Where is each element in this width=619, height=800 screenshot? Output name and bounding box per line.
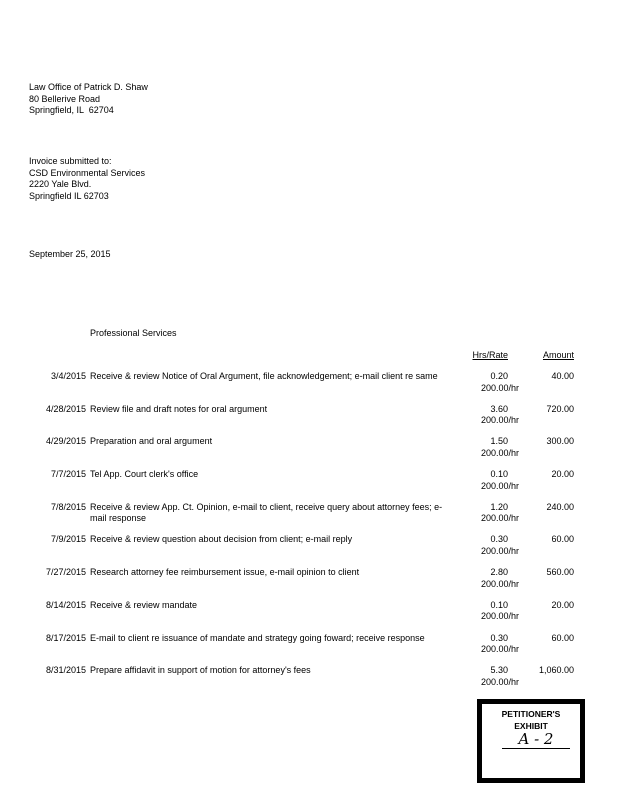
section-title: Professional Services [90, 328, 177, 338]
entry-amount: 20.00 [551, 599, 574, 610]
entry-date: 4/28/2015 [45, 403, 86, 414]
service-entry [0, 665, 619, 698]
entry-hours: 0.30 [490, 632, 508, 643]
exhibit-stamp-inner [482, 704, 580, 778]
entry-hours: 0.20 [490, 371, 508, 381]
entry-date: 8/14/2015 [45, 599, 86, 610]
service-entry [0, 600, 619, 633]
entry-amount: 560.00 [546, 567, 574, 578]
service-entry [0, 469, 619, 502]
entry-date: 7/7/2015 [50, 469, 86, 480]
exhibit-stamp-mark: A - 2 [502, 730, 570, 749]
entry-amount: 720.00 [546, 403, 574, 414]
entry-date: 7/9/2015 [50, 534, 86, 545]
services-list [0, 371, 619, 698]
entry-amount: 1,060.00 [538, 665, 574, 676]
sender-address [29, 82, 148, 117]
service-entry [0, 371, 619, 404]
entry-description: Receive & review Notice of Oral Argument, file acknowledgement; e-mail client re same [90, 371, 438, 381]
entry-rate: 200.00/hr [480, 676, 519, 687]
entry-hours: 3.60 [490, 403, 508, 414]
service-entry [0, 404, 619, 437]
recipient-street: 2220 Yale Blvd. [29, 179, 92, 189]
entry-description: Prepare affidavit in support of motion for attorney's fees [90, 665, 311, 676]
entry-hours: 0.10 [490, 469, 508, 480]
entry-description: Receive & review mandate [90, 599, 198, 610]
entry-hours: 0.10 [490, 599, 508, 610]
entry-amount: 20.00 [551, 469, 574, 480]
entry-date: 3/4/2015 [50, 371, 86, 381]
entry-amount: 60.00 [551, 534, 574, 545]
entry-date: 7/27/2015 [45, 567, 86, 578]
entry-amount: 40.00 [551, 371, 574, 381]
entry-description: Tel App. Court clerk's office [90, 469, 199, 480]
sender-street: 80 Bellerive Road [29, 93, 101, 104]
entry-rate: 200.00/hr [480, 382, 519, 393]
exhibit-stamp-title: PETITIONER'S [501, 709, 561, 719]
entry-hours: 2.80 [490, 567, 508, 578]
recipient-address [29, 156, 145, 202]
recipient-city: Springfield IL 62703 [29, 190, 109, 201]
entry-date: 8/31/2015 [45, 665, 86, 676]
sender-city: Springfield, IL 62704 [29, 105, 114, 115]
entry-amount: 300.00 [546, 436, 574, 447]
column-header-amount: Amount [542, 350, 574, 360]
recipient-label: Invoice submitted to: [29, 156, 112, 166]
service-entry [0, 633, 619, 666]
entry-rate: 200.00/hr [480, 644, 519, 654]
service-entry [0, 502, 619, 535]
service-entry [0, 567, 619, 600]
column-header-hrs-rate: Hrs/Rate [472, 350, 508, 360]
entry-description: Preparation and oral argument [90, 436, 213, 447]
entry-rate: 200.00/hr [480, 611, 519, 622]
entry-rate: 200.00/hr [480, 545, 519, 556]
entry-description: Research attorney fee reimbursement issue, e-mail opinion to client [90, 567, 360, 578]
entry-rate: 200.00/hr [480, 513, 519, 524]
entry-date: 8/17/2015 [45, 632, 86, 643]
sender-name: Law Office of Patrick D. Shaw [29, 82, 148, 92]
entry-description: Review file and draft notes for oral argument [90, 403, 268, 414]
entry-date: 4/29/2015 [45, 436, 86, 447]
exhibit-stamp-subtitle: EXHIBIT [514, 720, 548, 731]
invoice-date: September 25, 2015 [29, 249, 111, 259]
service-entry [0, 436, 619, 469]
entry-rate: 200.00/hr [480, 480, 519, 491]
entry-date: 7/8/2015 [50, 501, 86, 512]
entry-description: Receive & review App. Ct. Opinion, e-mail to client, receive query about attorney fees; e-mail response [90, 501, 443, 524]
entry-description: Receive & review question about decision from client; e-mail reply [90, 534, 353, 545]
entry-amount: 240.00 [546, 501, 574, 512]
recipient-name: CSD Environmental Services [29, 167, 146, 178]
exhibit-stamp [477, 699, 585, 783]
entry-description: E-mail to client re issuance of mandate and strategy going foward; receive response [90, 632, 425, 643]
entry-hours: 1.50 [490, 436, 508, 447]
service-entry [0, 534, 619, 567]
entry-hours: 5.30 [490, 665, 508, 676]
entry-hours: 0.30 [490, 534, 508, 545]
entry-rate: 200.00/hr [480, 415, 519, 426]
entry-hours: 1.20 [490, 501, 508, 512]
entry-rate: 200.00/hr [480, 447, 519, 458]
entry-rate: 200.00/hr [480, 578, 519, 589]
entry-amount: 60.00 [551, 632, 574, 643]
